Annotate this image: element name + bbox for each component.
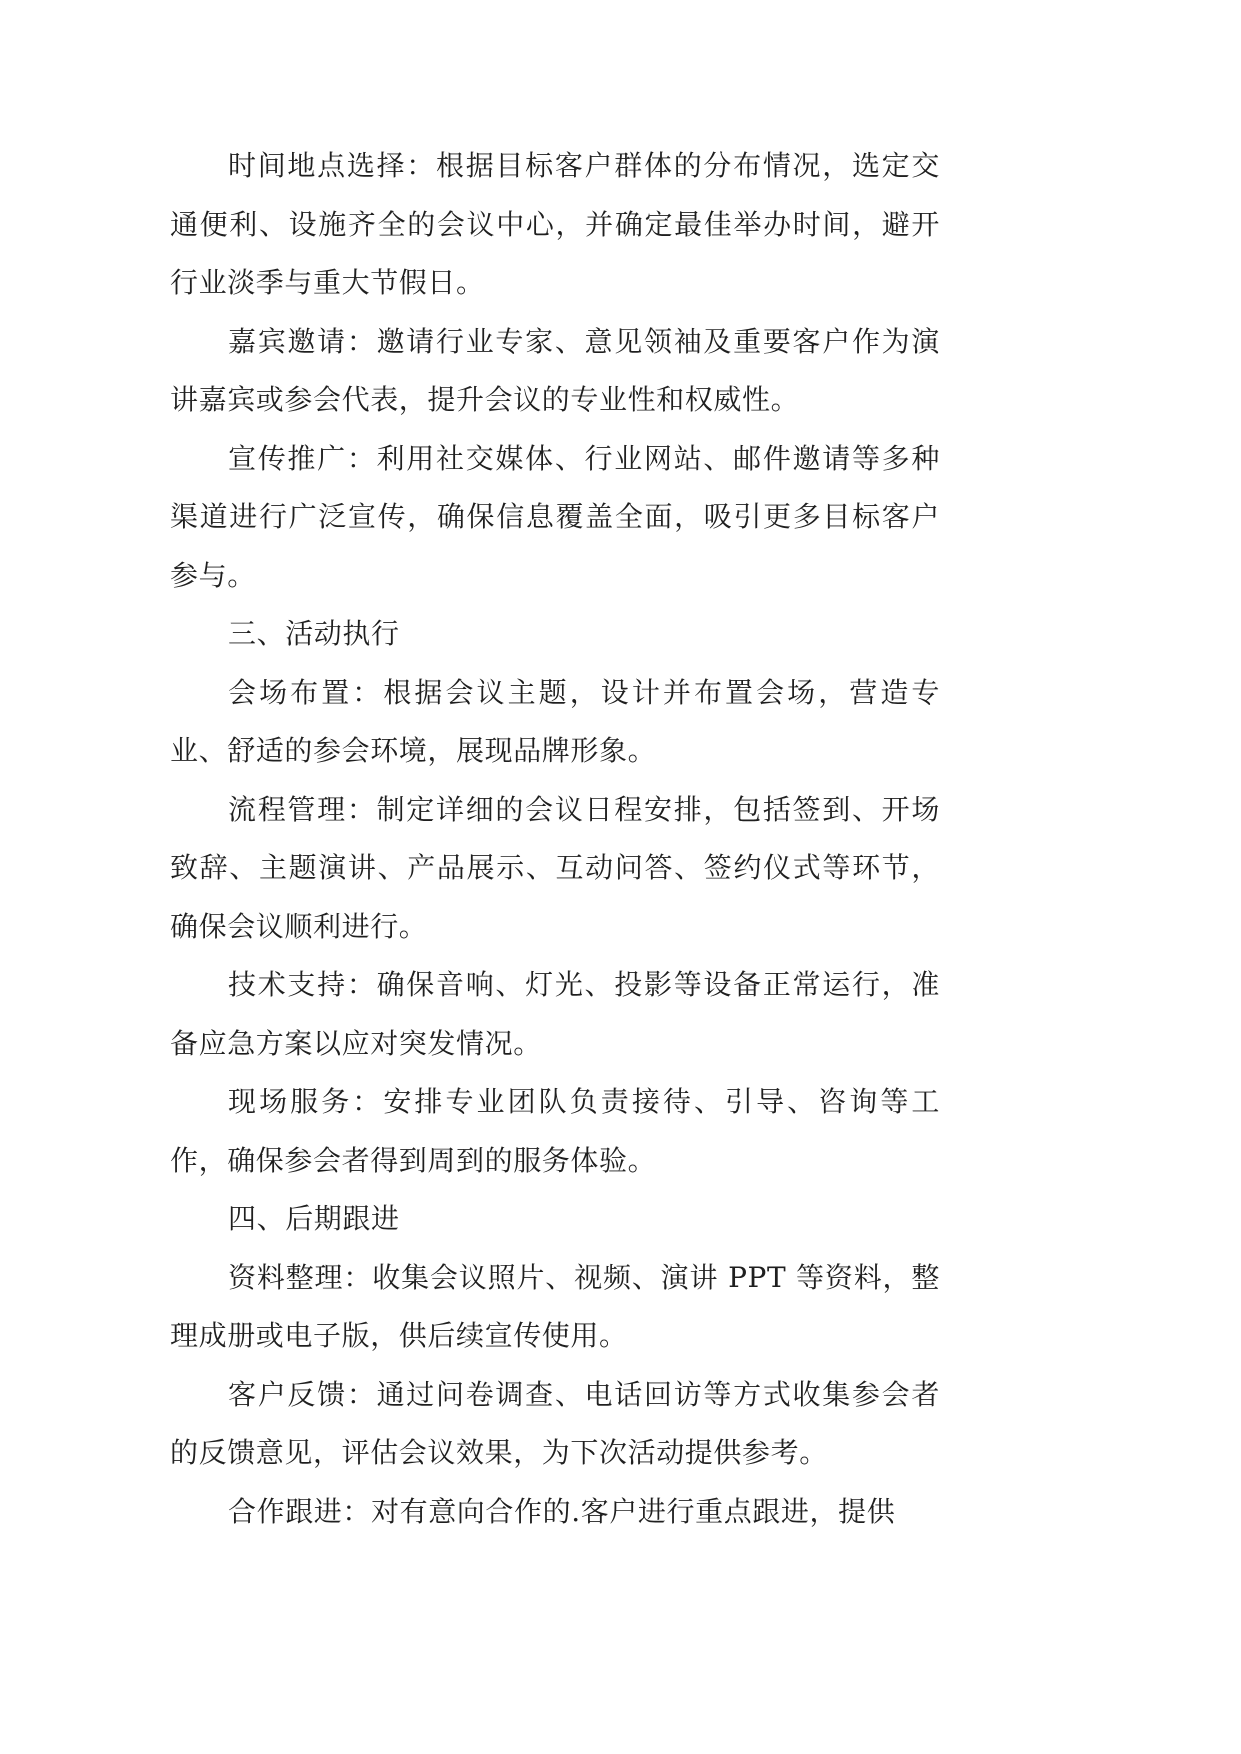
paragraph-material-organization: 资料整理：收集会议照片、视频、演讲 PPT 等资料，整理成册或电子版，供后续宣传使用。: [170, 1260, 940, 1352]
paragraph-cooperation-follow-up: 合作跟进：对有意向合作的.客户进行重点跟进，提供: [228, 1494, 896, 1528]
paragraph-process-management: 流程管理：制定详细的会议日程安排，包括签到、开场致辞、主题演讲、产品展示、互动问答、签约仪式等环节，确保会议顺利进行。: [170, 792, 940, 943]
section-heading-execution: 三、活动执行: [228, 617, 400, 650]
paragraph-promotion: 宣传推广：利用社交媒体、行业网站、邮件邀请等多种渠道进行广泛宣传，确保信息覆盖全面，吸引更多目标客户参与。: [170, 441, 940, 592]
paragraph-customer-feedback: 客户反馈：通过问卷调查、电话回访等方式收集参会者的反馈意见，评估会议效果，为下次活动提供参考。: [170, 1377, 940, 1469]
paragraph-technical-support: 技术支持：确保音响、灯光、投影等设备正常运行，准备应急方案以应对突发情况。: [170, 968, 940, 1060]
paragraph-venue-setup: 会场布置：根据会议主题，设计并布置会场，营造专业、舒适的参会环境，展现品牌形象。: [170, 675, 940, 767]
document-page: [170, 137, 940, 1541]
paragraph-venue-time: 时间地点选择：根据目标客户群体的分布情况，选定交通便利、设施齐全的会议中心，并确定最佳举办时间，避开行业淡季与重大节假日。: [170, 149, 940, 299]
paragraph-onsite-service: 现场服务：安排专业团队负责接待、引导、咨询等工作，确保参会者得到周到的服务体验。: [170, 1085, 940, 1177]
section-heading-follow-up: 四、后期跟进: [228, 1202, 400, 1235]
paragraph-guest-invitation: 嘉宾邀请：邀请行业专家、意见领袖及重要客户作为演讲嘉宾或参会代表，提升会议的专业性和权威性。: [170, 324, 940, 416]
